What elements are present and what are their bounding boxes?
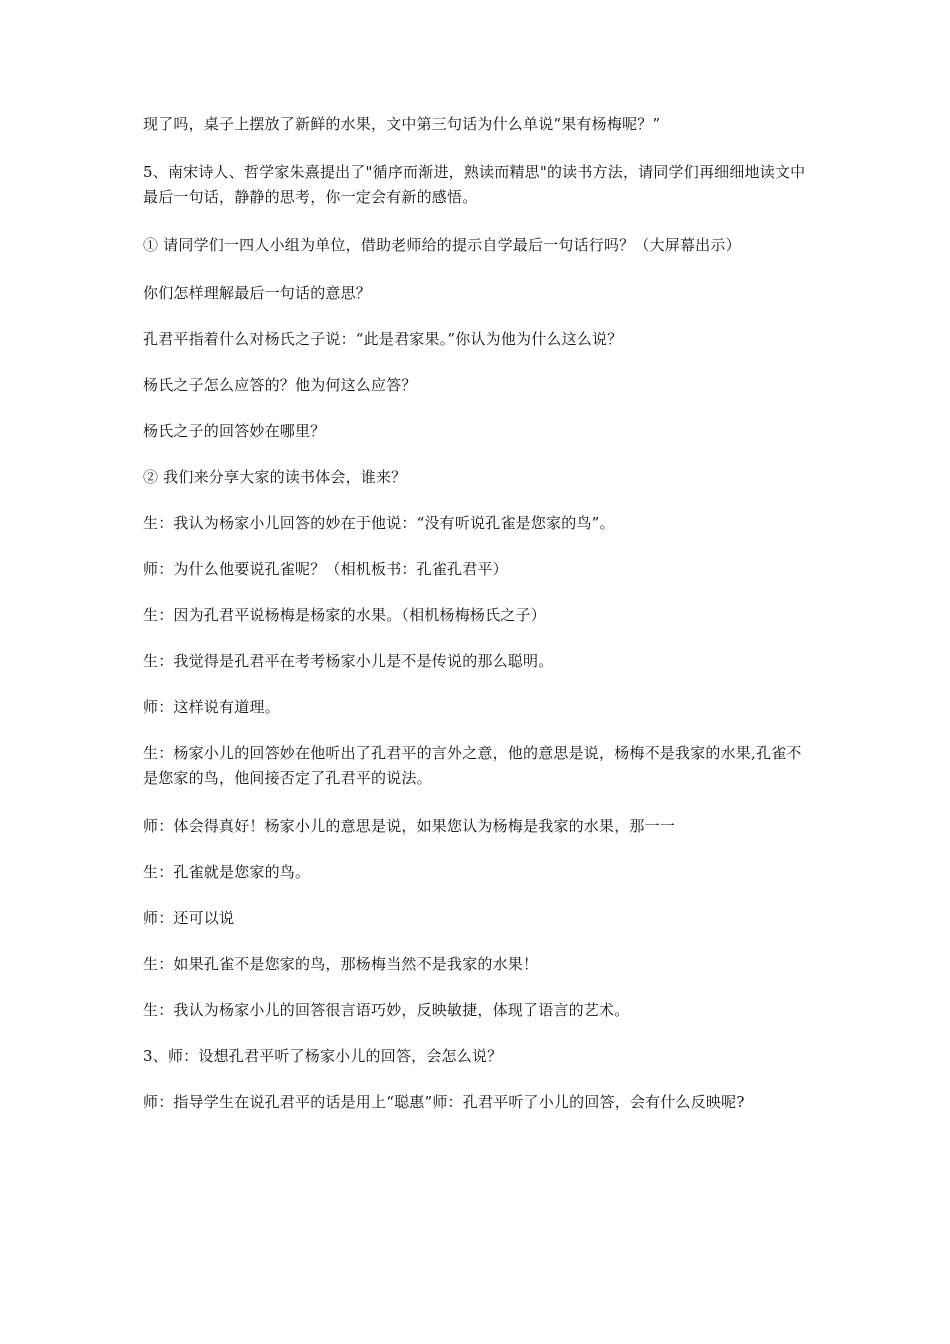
paragraph: 现了吗，桌子上摆放了新鲜的水果，文中第三句话为什么单说“果有杨梅呢？” (143, 115, 661, 133)
paragraph: 生：我觉得是孔君平在考考杨家小儿是不是传说的那么聪明。 (143, 652, 554, 670)
paragraph: 师：体会得真好！杨家小儿的意思是说，如果您认为杨梅是我家的水果，那一一 (143, 817, 676, 835)
paragraph: ① 请同学们一四人小组为单位，借助老师给的提示自学最后一句话行吗？（大屏幕出示） (143, 236, 741, 254)
paragraph: 生：如果孔雀不是您家的鸟，那杨梅当然不是我家的水果！ (143, 955, 539, 973)
paragraph: 生：因为孔君平说杨梅是杨家的水果。（相机杨梅杨氏之子） (143, 606, 546, 624)
paragraph: 你们怎样理解最后一句话的意思？ (143, 284, 372, 302)
paragraph: 杨氏之子的回答妙在哪里？ (143, 422, 326, 440)
paragraph: 师：这样说有道理。 (143, 698, 280, 716)
paragraph: 生：杨家小儿的回答妙在他听出了孔君平的言外之意，他的意思是说，杨梅不是我家的水果,孔雀不是您家的鸟，他间接否定了孔君平的说法。 (143, 744, 802, 787)
paragraph: 师：还可以说 (143, 909, 235, 927)
paragraph: 孔君平指着什么对杨氏之子说：“此是君家果。”你认为他为什么这么说？ (143, 330, 623, 348)
paragraph: 杨氏之子怎么应答的？他为何这么应答？ (143, 376, 417, 394)
paragraph: 5、南宋诗人、哲学家朱熹提出了"循序而渐进，熟读而精思"的读书方法，请同学们再细细地读文中最后一句话，静静的思考，你一定会有新的感悟。 (143, 163, 806, 206)
paragraph: 生：我认为杨家小儿的回答很言语巧妙，反映敏捷，体现了语言的艺术。 (143, 1001, 630, 1019)
paragraph: 3、师：设想孔君平听了杨家小儿的回答，会怎么说？ (143, 1047, 503, 1065)
paragraph: 师：指导学生在说孔君平的话是用上“聪惠”师：孔君平听了小儿的回答，会有什么反映呢? (143, 1093, 745, 1111)
paragraph: 师：为什么他要说孔雀呢？（相机板书：孔雀孔君平） (143, 560, 508, 578)
document-body (143, 112, 811, 1138)
paragraph: ② 我们来分享大家的读书体会，谁来？ (143, 468, 407, 486)
paragraph: 生：孔雀就是您家的鸟。 (143, 863, 311, 881)
paragraph: 生：我认为杨家小儿回答的妙在于他说：“没有听说孔雀是您家的鸟”。 (143, 514, 615, 532)
